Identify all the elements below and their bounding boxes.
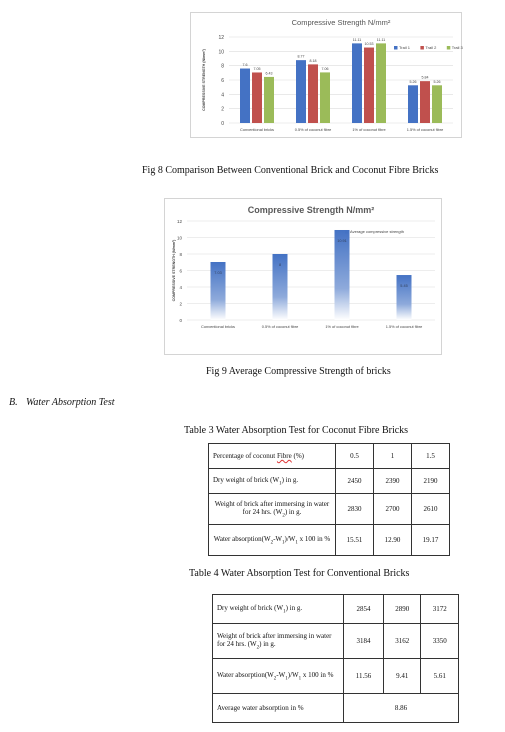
table-cell: 19.17 — [412, 525, 450, 556]
table-cell: 2390 — [374, 469, 412, 494]
data-label: 6.43 — [265, 71, 273, 76]
x-tick-label: 1% of coconut fibre — [325, 324, 359, 329]
table-cell-label: Dry weight of brick $(W_1)$ in g. — [209, 469, 336, 494]
bar — [264, 77, 274, 123]
table-cell-average: 8.86 — [344, 694, 459, 723]
table-cell-label: Weight of brick after immersing in water for 24 hrs. $(W_2)$ in g. — [209, 494, 336, 525]
table-cell: 3184 — [344, 624, 384, 659]
bar — [296, 60, 306, 123]
table-cell: 1 — [374, 444, 412, 469]
data-label: 8.77 — [297, 54, 305, 59]
fig8-chart — [190, 12, 462, 138]
bar — [397, 275, 412, 320]
table3-caption: Table 3 Water Absorption Test for Coconut Fibre Bricks — [184, 425, 409, 436]
bar — [432, 85, 442, 123]
fig8-chart-svg — [191, 13, 461, 137]
bar — [352, 43, 362, 123]
fig9-chart-svg — [165, 199, 441, 354]
table-row — [213, 659, 459, 694]
data-label: 5.26 — [433, 79, 441, 84]
bar — [252, 72, 262, 123]
table-cell: 2450 — [336, 469, 374, 494]
table-cell: 12.90 — [374, 525, 412, 556]
data-label: 5.26 — [409, 79, 417, 84]
y-tick-label: 10 — [218, 49, 224, 56]
x-tick-label: Conventional bricks — [240, 127, 274, 132]
legend-label: Average compressive strength — [350, 229, 404, 234]
fig9-caption: Fig 9 Average Compressive Strength of bricks — [206, 366, 391, 377]
section-title: Water Absorption Test — [26, 397, 115, 408]
fig8-caption: Fig 8 Comparison Between Conventional Brick and Coconut Fibre Bricks — [142, 165, 439, 176]
y-tick-label: 6 — [179, 268, 182, 274]
legend-swatch — [420, 46, 424, 50]
table-cell: 2854 — [344, 595, 384, 624]
table-cell: 1.5 — [412, 444, 450, 469]
table-cell: 2610 — [412, 494, 450, 525]
chart-title: Compressive Strength N/mm² — [291, 18, 391, 27]
table-cell-label: Water $absorption(W_2-W_1)/W_1$ x 100 in % — [213, 659, 344, 694]
table-cell-label: Percentage of coconut Fibre (%) — [209, 444, 336, 469]
data-label: 5.45 — [400, 284, 408, 289]
table-row — [209, 444, 450, 469]
bar — [320, 72, 330, 123]
bar — [376, 43, 386, 123]
data-label: 8 — [278, 263, 282, 267]
table-cell: 2890 — [383, 595, 421, 624]
y-tick-label: 6 — [221, 78, 224, 84]
table-row — [213, 595, 459, 624]
y-tick-label: 4 — [221, 92, 224, 99]
table-cell: 2830 — [336, 494, 374, 525]
bar — [408, 85, 418, 123]
y-tick-label: 0 — [221, 121, 224, 127]
y-tick-label: 2 — [179, 301, 182, 307]
table4-caption: Table 4 Water Absorption Test for Conventional Bricks — [189, 568, 410, 579]
table-cell: 5.61 — [421, 659, 459, 694]
table-cell-label: Water $absorption(W_2-W_1)/W_1$ x 100 in % — [209, 525, 336, 556]
table-cell: 11.56 — [344, 659, 384, 694]
data-label: 8.18 — [309, 58, 317, 63]
legend-label: Trail 3 — [451, 45, 463, 50]
table-cell: 3172 — [421, 595, 459, 624]
table3 — [208, 443, 450, 556]
bar — [335, 230, 350, 320]
data-label: 7.05 — [253, 66, 261, 71]
table-cell: 3162 — [383, 624, 421, 659]
table-cell-label: Dry weight of brick $(W_1)$ in g. — [213, 595, 344, 624]
fig9-chart — [164, 198, 442, 355]
table-cell: 0.5 — [336, 444, 374, 469]
x-tick-label: 1% of coconut fibre — [352, 127, 386, 132]
y-axis-label: COMPRESSIVE STRENGTH (N/mm²) — [202, 49, 206, 111]
table-row — [213, 624, 459, 659]
x-tick-label: 1.5% of coconut fibre — [385, 324, 423, 329]
legend-label: Trail 1 — [399, 45, 410, 50]
data-label: 5.84 — [421, 75, 429, 80]
y-tick-label: 4 — [179, 285, 182, 290]
section-heading — [9, 397, 115, 408]
data-label: 11.11 — [352, 37, 362, 42]
y-tick-label: 12 — [218, 35, 224, 41]
data-label: 7.6 — [242, 63, 248, 68]
x-tick-label: 0.5% of coconut fibre — [294, 127, 332, 132]
table-cell: 9.41 — [383, 659, 421, 694]
section-number: B. — [9, 397, 18, 408]
bar — [364, 48, 374, 123]
y-tick-label: 12 — [176, 219, 182, 224]
data-label: 7.06 — [321, 66, 329, 71]
table-cell: 3350 — [421, 624, 459, 659]
legend-label: Trail 2 — [425, 45, 437, 50]
data-label: 10.91 — [337, 238, 347, 243]
y-tick-label: 2 — [221, 106, 224, 113]
x-tick-label: Conventional bricks — [201, 324, 235, 329]
table-row — [213, 694, 459, 723]
chart-title: Compressive Strength N/mm² — [247, 205, 375, 215]
y-tick-label: 8 — [221, 63, 224, 70]
legend-swatch — [394, 46, 398, 50]
x-tick-label: 1.5% of coconut fibre — [406, 127, 444, 132]
y-tick-label: 8 — [179, 252, 182, 257]
y-tick-label: 10 — [176, 235, 182, 241]
data-label: 11.11 — [376, 37, 386, 42]
table-cell: 2190 — [412, 469, 450, 494]
table4 — [212, 594, 459, 723]
table-row — [209, 494, 450, 525]
table-row — [209, 469, 450, 494]
legend-swatch — [345, 230, 349, 234]
x-tick-label: 0.5% of coconut fibre — [261, 324, 299, 329]
y-tick-label: 0 — [179, 318, 182, 323]
bar — [420, 81, 430, 123]
table-row — [209, 525, 450, 556]
table-cell-label: Average water absorption in % — [213, 694, 344, 723]
table-cell: 15.51 — [336, 525, 374, 556]
data-label: 7.03 — [214, 271, 222, 276]
y-axis-label: COMPRESSIVE STRENGTH (N/mm²) — [172, 239, 176, 302]
table-cell-label: Weight of brick after immersing in water for 24 hrs. $(W_2)$ in g. — [213, 624, 344, 659]
bar — [240, 69, 250, 123]
legend-swatch — [447, 46, 451, 50]
table-cell: 2700 — [374, 494, 412, 525]
bar — [308, 64, 318, 123]
data-label: 10.53 — [364, 42, 374, 47]
